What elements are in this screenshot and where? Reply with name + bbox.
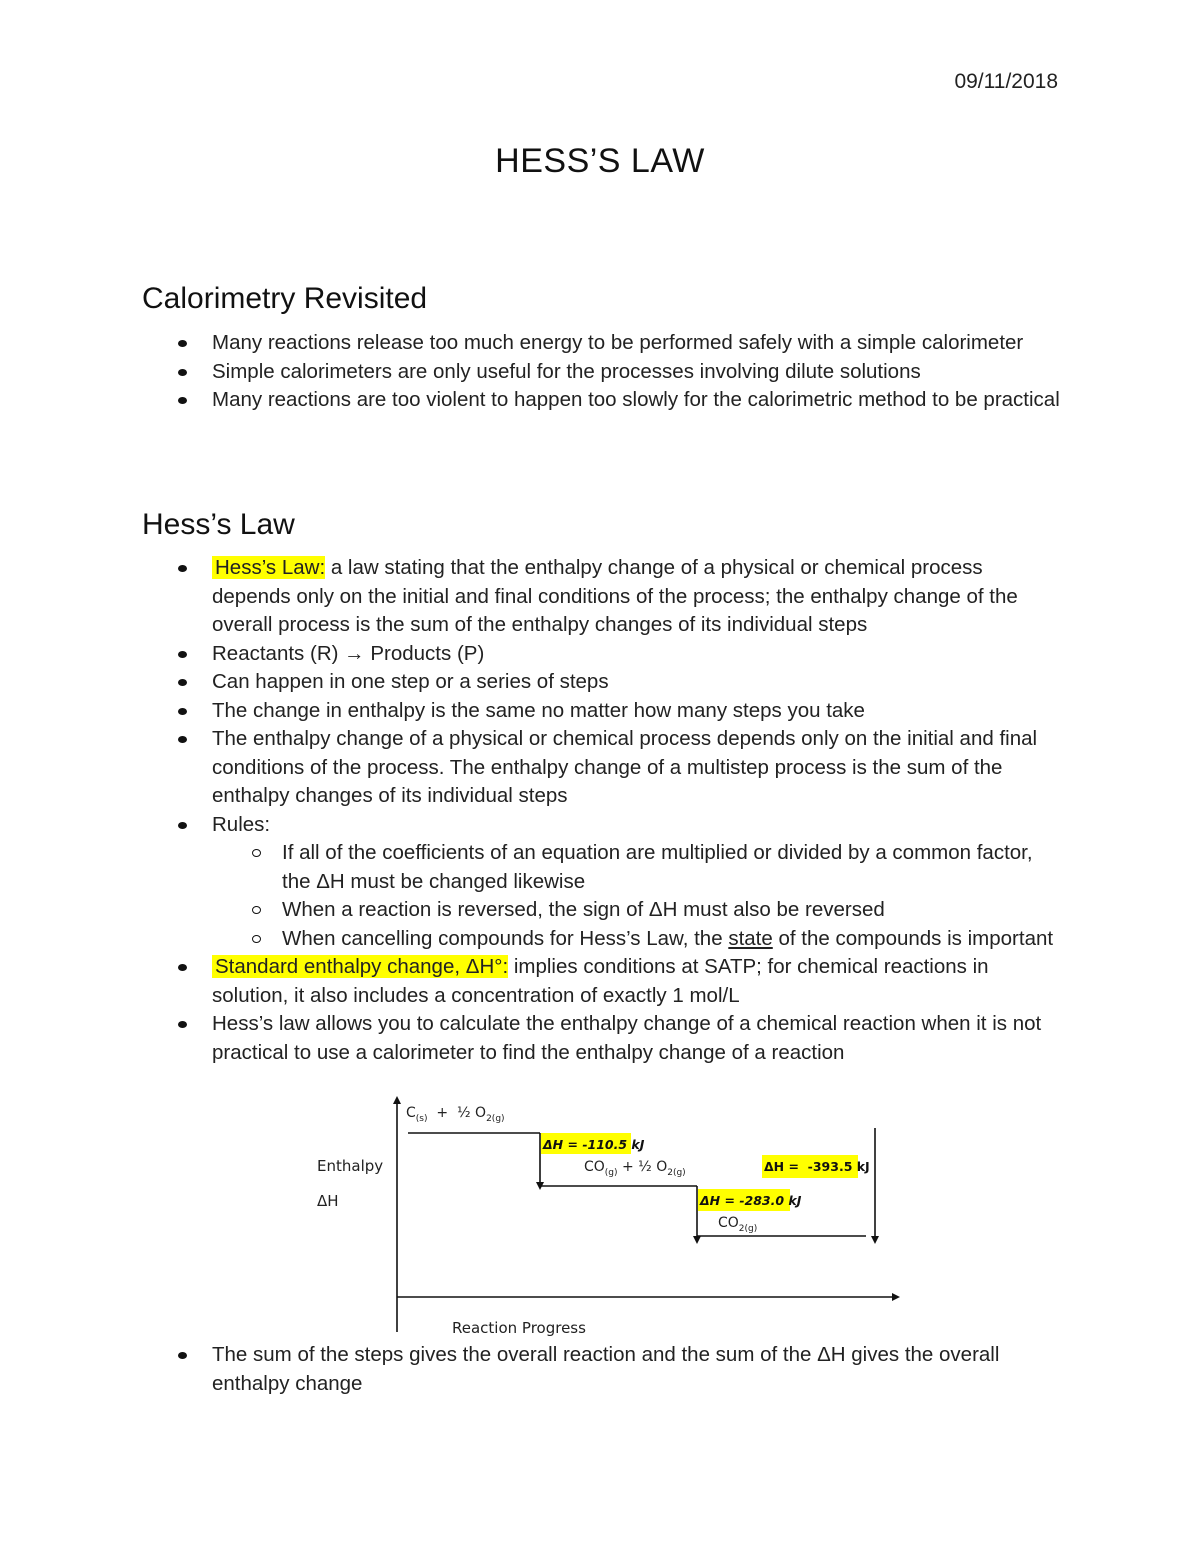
list-item: The change in enthalpy is the same no matter how many steps you take <box>142 697 1062 726</box>
dh2-label: ΔH = -283.0 kJ <box>700 1193 802 1208</box>
list-item: Many reactions release too much energy to be performed safely with a simple calorimeter <box>142 329 1062 358</box>
y-label-delta-h: ΔH <box>317 1192 339 1210</box>
calorimetry-list <box>142 329 1062 415</box>
list-item: Reactants (R) → Products (P) <box>142 640 1062 669</box>
rules-label: Rules: <box>212 812 271 836</box>
list-item: Simple calorimeters are only useful for the processes involving dilute solutions <box>142 358 1062 387</box>
list-item <box>142 554 1062 640</box>
list-item: The enthalpy change of a physical or chemical process depends only on the initial and final conditions of the process. The enthalpy change of a multistep process is the sum of the enthalpy changes of its individual steps <box>142 725 1062 811</box>
heading-calorimetry-revisited: Calorimetry Revisited <box>142 282 428 315</box>
underlined-word: state <box>728 926 773 950</box>
definition-text: a law stating that the enthalpy change of a physical or chemical process depends only on the initial and final conditions of the process; the enthalpy change of the overall process is the sum of the enthalpy changes of its individual steps <box>212 556 1018 636</box>
summary-list <box>142 1341 1062 1398</box>
rule-item: When cancelling compounds for Hess’s Law, the state of the compounds is important <box>212 925 1062 954</box>
rule-item: If all of the coefficients of an equation are multiplied or divided by a common factor, the ΔH must be changed likewise <box>212 839 1062 896</box>
hess-law-list <box>142 554 1062 1067</box>
list-item: The sum of the steps gives the overall reaction and the sum of the ΔH gives the overall enthalpy change <box>142 1341 1062 1398</box>
rules-list <box>212 839 1062 953</box>
definition-text: implies conditions at SATP; for chemical reactions in solution, it also includes a concentration of exactly 1 mol/L <box>212 955 989 1007</box>
dh1-label: ΔH = -110.5 kJ <box>543 1137 645 1152</box>
term-hess-law: Hess’s Law: <box>212 556 325 579</box>
list-item: Many reactions are too violent to happen too slowly for the calorimetric method to be practical <box>142 386 1062 415</box>
list-item: Hess’s law allows you to calculate the enthalpy change of a chemical reaction when it is not practical to use a calorimeter to find the enthalpy change of a reaction <box>142 1010 1062 1067</box>
term-standard-enthalpy: Standard enthalpy change, ΔH°: <box>212 955 508 978</box>
dh-total-label: ΔH = -393.5 kJ <box>764 1159 870 1174</box>
enthalpy-diagram <box>300 1092 910 1342</box>
x-label: Reaction Progress <box>452 1319 586 1337</box>
level-1-label: $C_{(s)}$ + ½ $O_{2(g)}$ <box>406 1105 505 1124</box>
page-title: HESS’S LAW <box>495 142 705 180</box>
level-2-label: $CO_{(g)}$ + ½ $O_{2(g)}$ <box>584 1159 686 1178</box>
list-item <box>142 953 1062 1010</box>
heading-hess-law: Hess’s Law <box>142 508 295 541</box>
list-item <box>142 811 1062 954</box>
y-label-enthalpy: Enthalpy <box>317 1157 384 1175</box>
rule-item: When a reaction is reversed, the sign of ΔH must also be reversed <box>212 896 1062 925</box>
list-item: Can happen in one step or a series of steps <box>142 668 1062 697</box>
date: 09/11/2018 <box>954 70 1058 93</box>
level-3-label: $CO_{2(g)}$ <box>718 1215 758 1234</box>
